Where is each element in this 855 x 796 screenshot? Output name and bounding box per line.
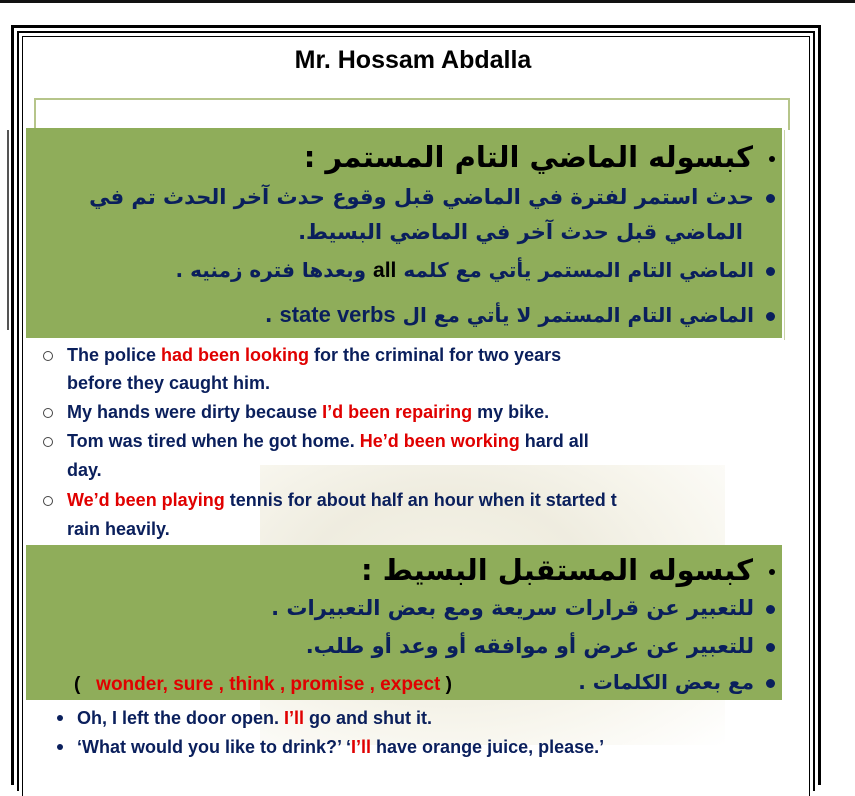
section2-title: كبسوله المستقبل البسيط : xyxy=(361,553,775,587)
bullet-icon xyxy=(57,715,63,721)
bullet-icon xyxy=(766,194,775,203)
circle-bullet-icon xyxy=(43,496,53,506)
example3-line1: Tom was tired when he got home. He’d been working hard all xyxy=(67,431,589,452)
section2-bullet2: للتعبير عن عرض أو موافقه أو وعد أو طلب. xyxy=(306,634,775,658)
bullet-icon xyxy=(57,744,63,750)
bullet-icon xyxy=(766,605,775,614)
section1-bullet1-line2: الماضي قبل حدث آخر في الماضي البسيط. xyxy=(298,220,743,244)
section2-bullet3: مع بعض الكلمات . xyxy=(578,670,775,694)
top-rule xyxy=(0,0,855,3)
circle-bullet-icon xyxy=(43,351,53,361)
bullet-dot-icon xyxy=(769,156,775,162)
section1-bullet3: الماضي التام المستمر لا يأتي مع ال state verbs . xyxy=(265,302,775,328)
section1-bullet2: الماضي التام المستمر يأتي مع كلمه all وبعدها فتره زمنيه . xyxy=(176,258,775,283)
example2-line1: My hands were dirty because I’d been repairing my bike. xyxy=(67,402,549,423)
bullet-dot-icon xyxy=(769,569,775,575)
example1-line2: before they caught him. xyxy=(67,373,271,393)
future-example2: ‘What would you like to drink?’ ‘I’ll have orange juice, please.’ xyxy=(77,737,604,758)
example4-line1: We’d been playing tennis for about half an hour when it started t xyxy=(67,490,787,511)
side-line xyxy=(784,130,785,340)
bullet-icon xyxy=(766,267,775,276)
future-example1: Oh, I left the door open. I’ll go and shut it. xyxy=(77,708,432,729)
keywords-list: wonder, sure , think , promise , expect xyxy=(96,674,441,695)
bullet-icon xyxy=(766,643,775,652)
circle-bullet-icon xyxy=(43,408,53,418)
bullet-icon xyxy=(766,679,775,688)
section1-bullet1-line1: حدث استمر لفترة في الماضي قبل وقوع حدث آخر الحدث تم في xyxy=(89,185,775,209)
keyword-state-verbs: state verbs xyxy=(279,302,396,327)
example4-line2: rain heavily. xyxy=(67,519,170,539)
teacher-name: Mr. Hossam Abdalla xyxy=(294,46,532,74)
section2-keywords: ( wonder, sure , think , promise , expect ) xyxy=(74,674,452,695)
section2-bullet1: للتعبير عن قرارات سريعة ومع بعض التعبيرات . xyxy=(271,596,775,620)
circle-bullet-icon xyxy=(43,437,53,447)
decorative-box xyxy=(34,98,790,130)
example3-line2: day. xyxy=(67,460,102,480)
left-rule xyxy=(7,130,9,330)
keyword-all: all xyxy=(373,259,397,282)
example1-line1: The police had been looking for the criminal for two years xyxy=(67,345,561,366)
bullet-icon xyxy=(766,312,775,321)
section1-title: كبسوله الماضي التام المستمر : xyxy=(304,140,775,174)
